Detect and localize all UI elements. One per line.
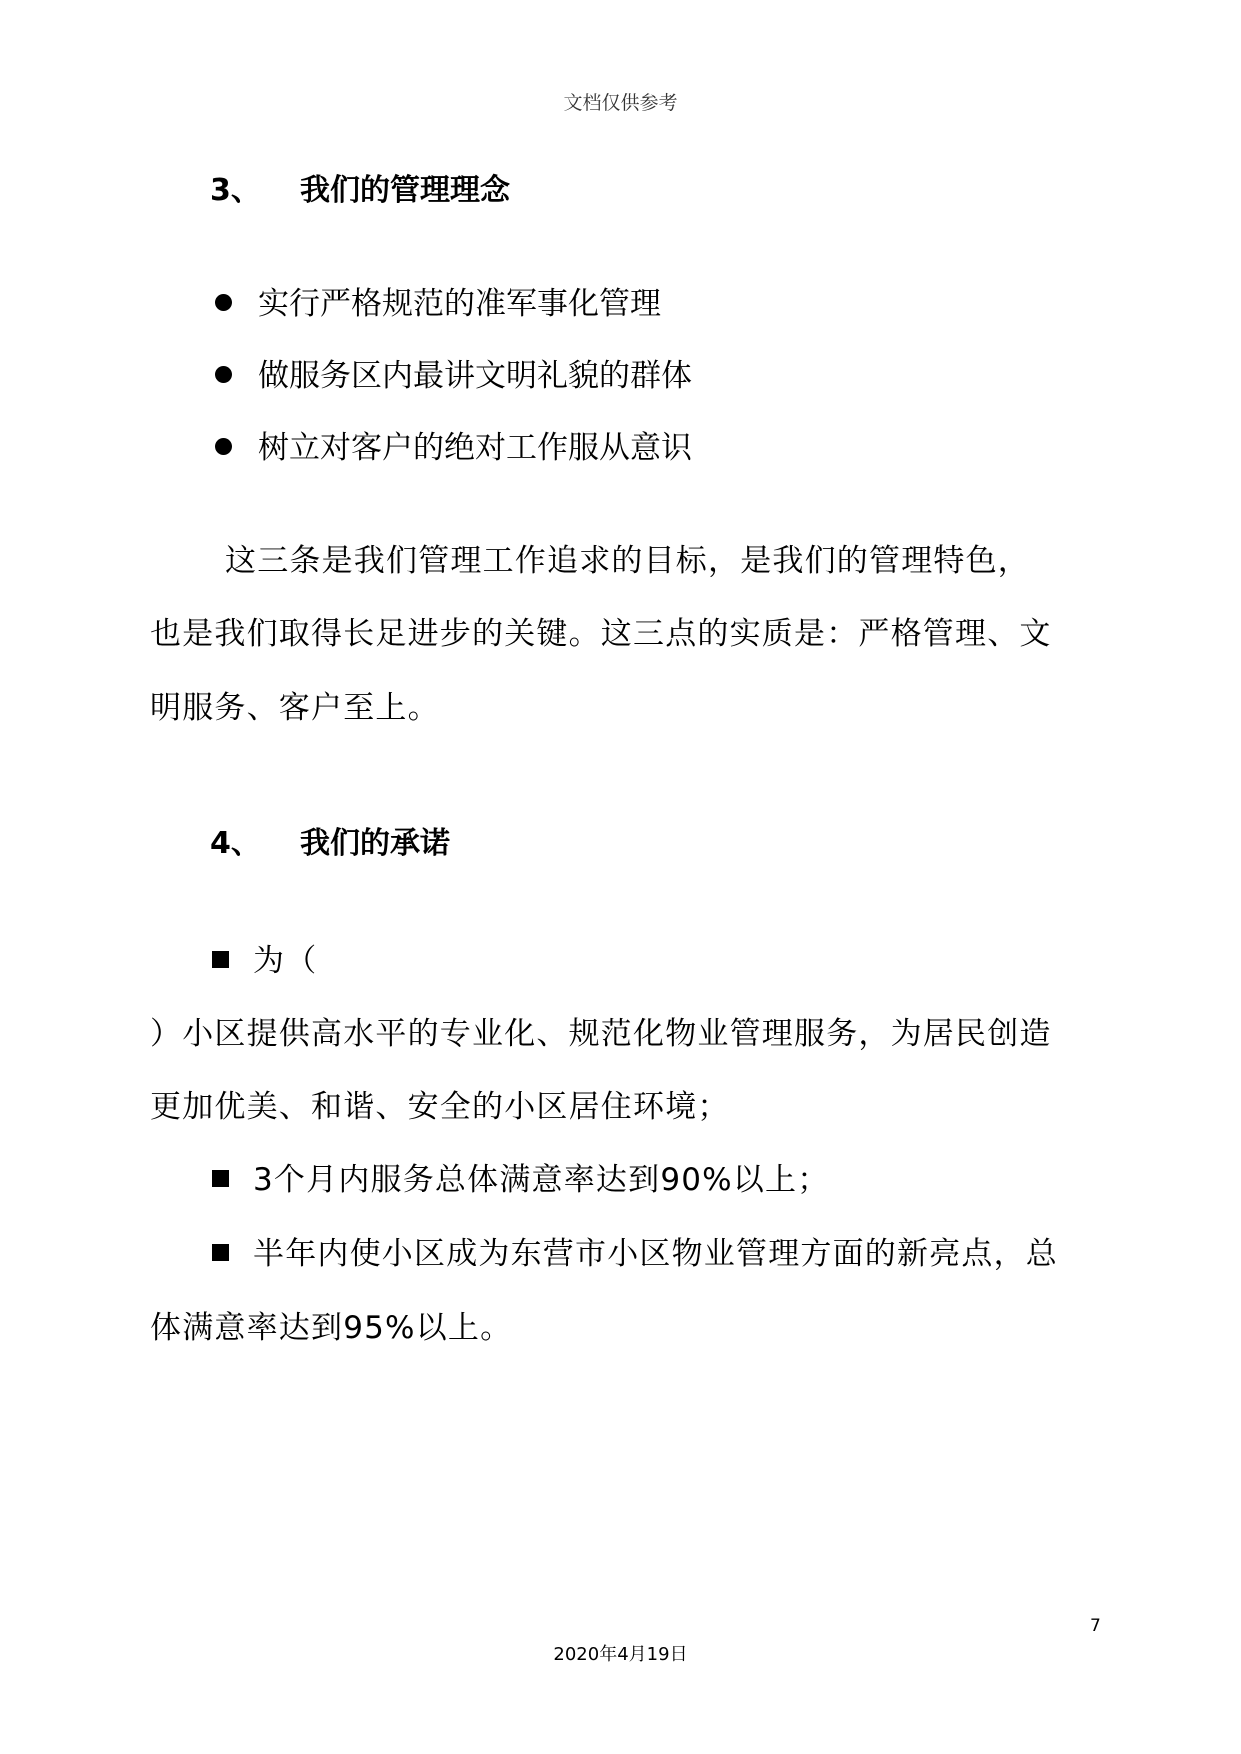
section-4-number: 4、 [210,826,261,861]
page-number: 7 [1090,1616,1101,1636]
paragraph-line: 也是我们取得长足进步的关键。这三点的实质是：严格管理、文 [150,616,1052,652]
square-bullet-icon [212,951,229,968]
bullet-dot-icon [215,294,232,311]
commitment-text: 半年内使小区成为东营市小区物业管理方面的新亮点，总 [253,1236,1058,1272]
paragraph-line: 明服务、客户至上。 [150,690,440,726]
page-footer-date: 2020年4月19日 [553,1644,688,1665]
commitment-text: 为（ [253,943,318,979]
section-4-title: 我们的承诺 [300,826,450,861]
paragraph-line: 体满意率达到95%以上。 [150,1310,513,1346]
paragraph-line: ）小区提供高水平的专业化、规范化物业管理服务，为居民创造 [150,1016,1052,1052]
page-header: 文档仅供参考 [563,92,678,114]
section-3-number: 3、 [210,173,261,208]
commitment-text: 3个月内服务总体满意率达到90%以上； [253,1162,830,1198]
commitment-item [212,935,317,980]
commitment-item [212,1154,829,1199]
bullet-item [215,422,692,467]
square-bullet-icon [212,1170,229,1187]
commitment-item [212,1228,1058,1273]
paragraph-line: 更加优美、和谐、安全的小区居住环境； [150,1089,730,1125]
bullet-item [215,278,661,323]
paragraph-line: 这三条是我们管理工作追求的目标，是我们的管理特色， [225,543,1030,579]
section-3-heading [210,165,510,209]
bullet-text: 做服务区内最讲文明礼貌的群体 [258,358,692,394]
bullet-text: 实行严格规范的准军事化管理 [258,286,661,322]
bullet-dot-icon [215,366,232,383]
bullet-item [215,350,692,395]
section-4-heading [210,818,450,862]
section-3-title: 我们的管理理念 [300,173,510,208]
bullet-text: 树立对客户的绝对工作服从意识 [258,430,692,466]
square-bullet-icon [212,1244,229,1261]
bullet-dot-icon [215,438,232,455]
